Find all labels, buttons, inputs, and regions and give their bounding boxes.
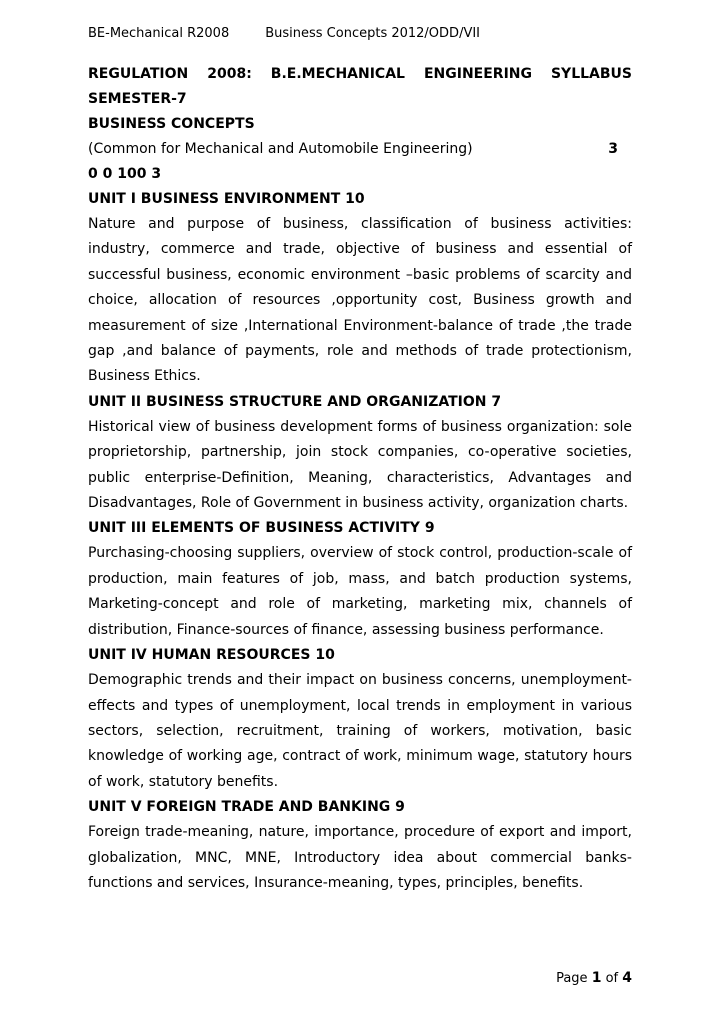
unit-3-heading: UNIT III ELEMENTS OF BUSINESS ACTIVITY 9: [88, 520, 435, 537]
document-body: [88, 62, 632, 896]
semester-title: SEMESTER-7: [88, 91, 187, 107]
credits-value: 3: [608, 141, 618, 157]
of-word: of: [605, 971, 619, 986]
course-title: BUSINESS CONCEPTS: [88, 116, 255, 132]
unit-2-body: Historical view of business development forms of business organization: sole proprietorship, partnership, join stock companies, co-operative societies, public enterprise-Definition, Meaning, characteristics, Advantages and Disadvantages, Role of Government in business activity, organization charts.: [88, 418, 632, 512]
page-word: Page: [556, 971, 588, 986]
unit-4-heading: UNIT IV HUMAN RESOURCES 10: [88, 647, 335, 664]
header-left: BE-Mechanical R2008: [88, 26, 230, 41]
ltpc-line: 0 0 100 3: [88, 166, 162, 182]
page-current: 1: [591, 970, 602, 986]
common-for-line: [88, 137, 632, 162]
header-right: Business Concepts 2012/ODD/VII: [265, 26, 481, 41]
unit-1-heading: UNIT I BUSINESS ENVIRONMENT 10: [88, 191, 365, 207]
unit-1-body: Nature and purpose of business, classification of business activities: industry, commerce and trade, objective of business and essential of successful business, economic environment –basic problems of scarcity and choice, allocation of resources ,opportunity cost, Business growth and measurement of size ,International Environment-balance of trade ,the trade gap ,and balance of payments, role and methods of trade protectionism, Business Ethics.: [88, 216, 632, 385]
page-footer: [556, 970, 632, 986]
unit-5-body: Foreign trade-meaning, nature, importance, procedure of export and import, globalization, MNC, MNE, Introductory idea about commercial banks-functions and services, Insurance-meaning, types, principles, benefits.: [88, 824, 632, 891]
unit-2-heading: UNIT II BUSINESS STRUCTURE AND ORGANIZATION 7: [88, 393, 502, 410]
running-header: [88, 26, 480, 41]
common-for-text: (Common for Mechanical and Automobile Engineering): [88, 141, 473, 157]
unit-4-body: Demographic trends and their impact on business concerns, unemployment-effects and types of unemployment, local trends in employment in various sectors, selection, recruitment, training of workers, motivation, basic knowledge of working age, contract of work, minimum wage, statutory hours of work, statutory benefits.: [88, 672, 632, 790]
unit-3-body: Purchasing-choosing suppliers, overview of stock control, production-scale of production, main features of job, mass, and batch production systems, Marketing-concept and role of marketing, marketing mix, channels of distribution, Finance-sources of finance, assessing business performance.: [88, 545, 632, 638]
page-total: 4: [622, 970, 632, 986]
unit-5-heading: UNIT V FOREIGN TRADE AND BANKING 9: [88, 799, 405, 816]
regulation-title: REGULATION 2008: B.E.MECHANICAL ENGINEERING SYLLABUS: [88, 66, 632, 82]
